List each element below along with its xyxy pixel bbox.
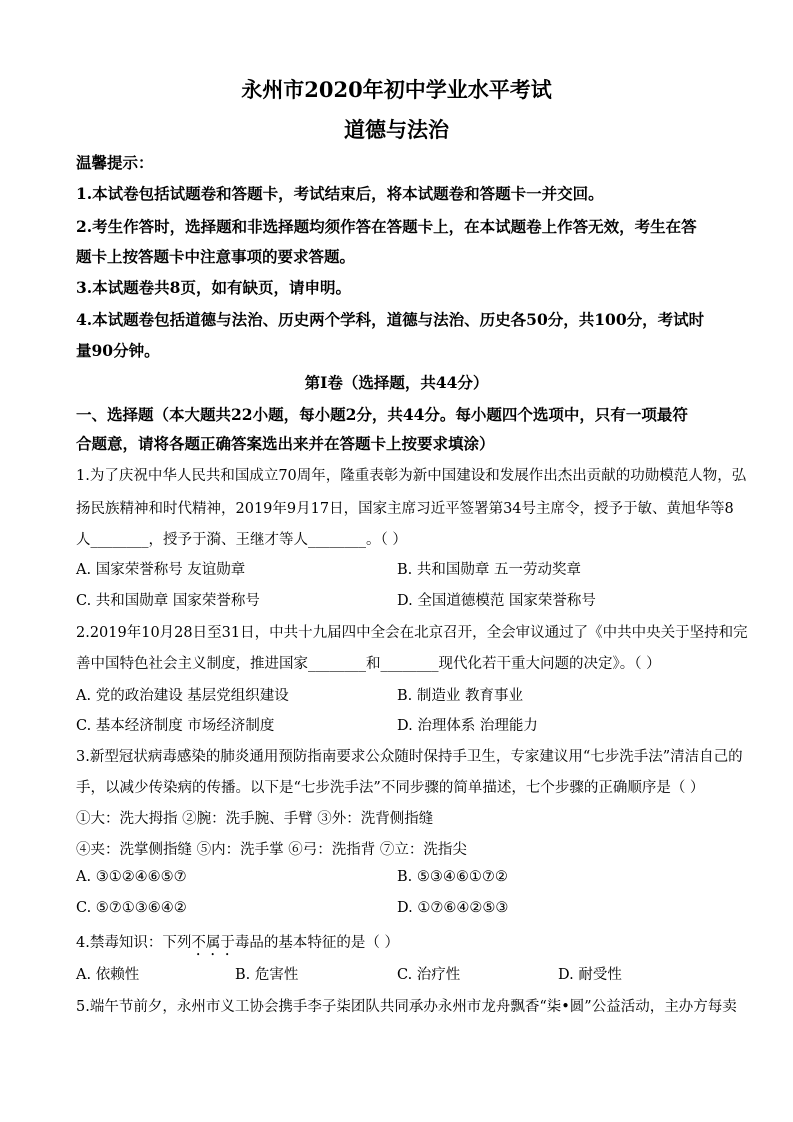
- notice-item-4-cont: 量90分钟。: [76, 341, 160, 360]
- q3-stem-line-2: 手，以减少传染病的传播。以下是“七步洗手法”不同步骤的简单描述，七个步骤的正确顺序是（ ）: [76, 780, 705, 796]
- q4-stem-emphasis: 不属于: [191, 935, 235, 951]
- exam-subject: 道德与法治: [344, 117, 449, 142]
- q4-option-c: C. 治疗性: [397, 967, 461, 983]
- q3-option-d: D. ①⑦⑥④②⑤③: [397, 900, 509, 916]
- q1-option-d: D. 全国道德模范 国家荣誉称号: [397, 593, 596, 609]
- q2-option-d: D. 治理体系 治理能力: [397, 718, 538, 734]
- notice-item-2-cont: 题卡上按答题卡中注意事项的要求答题。: [76, 247, 356, 266]
- q2-option-b: B. 制造业 教育事业: [397, 688, 523, 704]
- q1-stem-line-2: 扬民族精神和时代精神，2019年9月17日，国家主席习近平签署第34号主席令，授予于敏、黄旭华等8: [76, 501, 734, 517]
- q4-option-d: D. 耐受性: [558, 967, 622, 983]
- q4-option-b: B. 危害性: [235, 967, 299, 983]
- section-instructions-cont: 合题意，请将各题正确答案选出来并在答题卡上按要求填涂）: [76, 434, 495, 453]
- notice-item-1: 1.本试卷包括试题卷和答题卡，考试结束后，将本试题卷和答题卡一并交回。: [76, 184, 604, 203]
- notice-item-4: 4.本试题卷包括道德与法治、历史两个学科，道德与法治、历史各50分，共100分，考试时: [76, 310, 705, 329]
- section-instructions: 一、选择题（本大题共22小题，每小题2分，共44分。每小题四个选项中，只有一项最符: [76, 405, 688, 424]
- q3-steps-line-1: ①大：洗大拇指 ②腕：洗手腕、手臂 ③外：洗背侧指缝: [76, 811, 434, 827]
- q2-option-a: A. 党的政治建设 基层党组织建设: [76, 688, 289, 704]
- q2-stem-line-1: 2.2019年10月28日至31日，中共十九届四中全会在北京召开，全会审议通过了《中共中央关于坚持和完: [76, 625, 748, 641]
- q3-stem-line-1: 3.新型冠状病毒感染的肺炎通用预防指南要求公众随时保持手卫生，专家建议用“七步洗手法”清洁自己的: [76, 749, 743, 765]
- exam-title: 永州市2020年初中学业水平考试: [241, 77, 552, 102]
- q3-option-b: B. ⑤③④⑥①⑦②: [397, 869, 508, 885]
- q2-option-c: C. 基本经济制度 市场经济制度: [76, 718, 275, 734]
- q3-option-a: A. ③①②④⑥⑤⑦: [76, 869, 187, 885]
- q3-option-c: C. ⑤⑦①③⑥④②: [76, 900, 187, 916]
- q1-option-b: B. 共和国勋章 五一劳动奖章: [397, 562, 581, 578]
- notice-item-3: 3.本试题卷共8页，如有缺页，请申明。: [76, 278, 351, 297]
- q1-stem-line-1: 1.为了庆祝中华人民共和国成立70周年，隆重表彰为新中国建设和发展作出杰出贡献的功勋模范人物，弘: [76, 468, 747, 484]
- notice-heading: 温馨提示：: [76, 153, 154, 172]
- q3-steps-line-2: ④夹：洗掌侧指缝 ⑤内：洗手掌 ⑥弓：洗指背 ⑦立：洗指尖: [76, 842, 467, 858]
- q1-option-c: C. 共和国勋章 国家荣誉称号: [76, 593, 260, 609]
- q4-option-a: A. 依赖性: [76, 967, 140, 983]
- q4-stem-after: 毒品的基本特征的是（ ）: [234, 935, 399, 951]
- q1-option-a: A. 国家荣誉称号 友谊勋章: [76, 562, 246, 578]
- q2-stem-line-2: 善中国特色社会主义制度，推进国家________和________现代化若干重大问题的决定》。（ ）: [76, 656, 661, 672]
- q4-stem-before: 4.禁毒知识：下列: [76, 935, 192, 951]
- section-title: 第Ⅰ卷（选择题，共44分）: [304, 373, 489, 392]
- q5-stem-line-1: 5.端午节前夕，永州市义工协会携手李子柒团队共同承办永州市龙舟飘香“柒•圆”公益活动，主办方每卖: [76, 999, 737, 1015]
- q1-stem-line-3: 人________，授予于漪、王继才等人________。（ ）: [76, 532, 407, 548]
- notice-item-2: 2.考生作答时，选择题和非选择题均须作答在答题卡上，在本试题卷上作答无效，考生在答: [76, 217, 697, 236]
- q4-stem: [76, 931, 726, 959]
